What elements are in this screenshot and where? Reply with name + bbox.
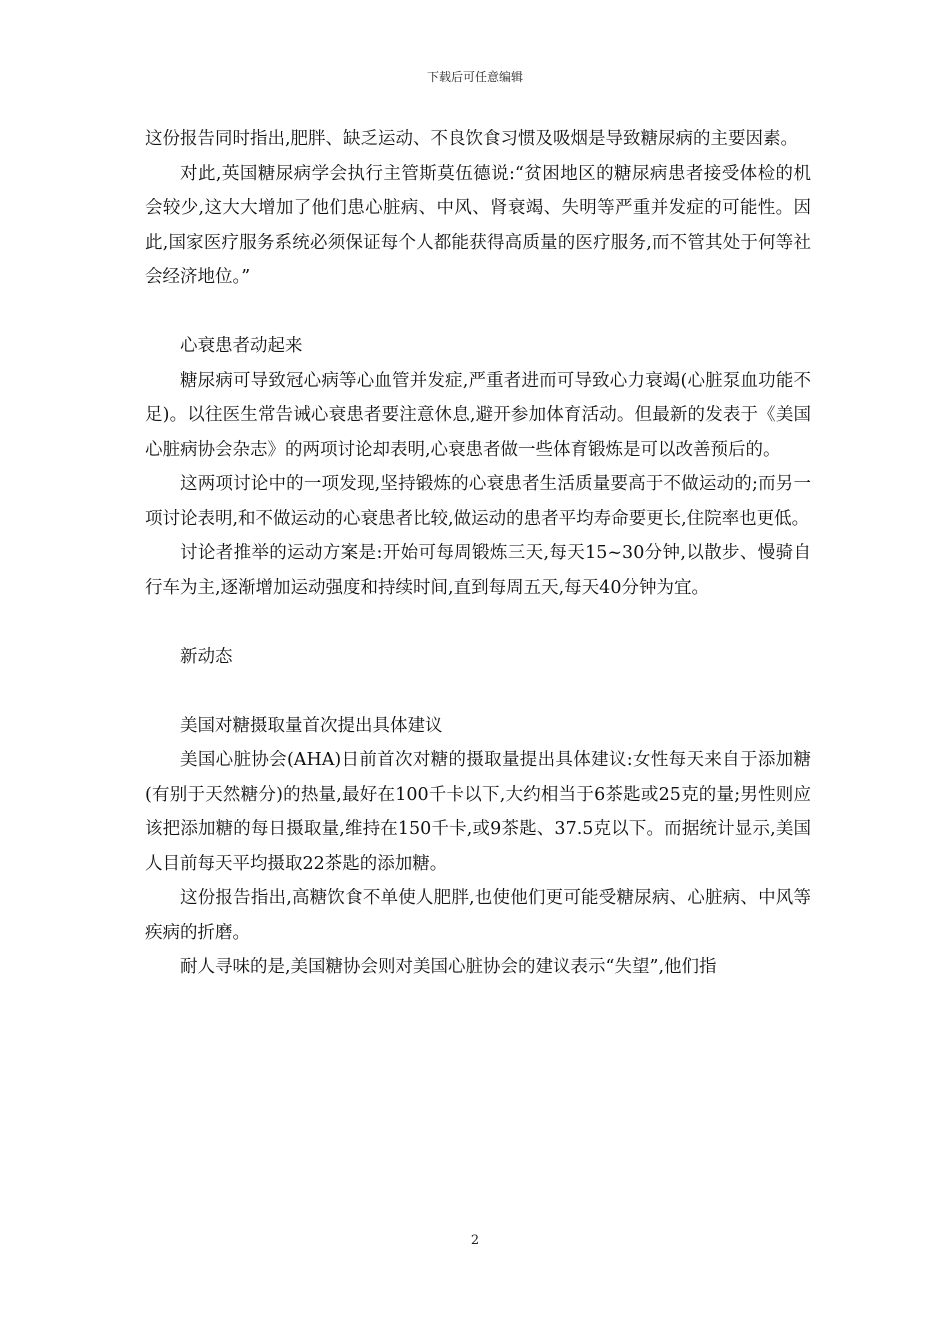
paragraph-sugar-association: 耐人寻味的是,美国糖协会则对美国心脏协会的建议表示“失望”,他们指 bbox=[180, 957, 717, 977]
paragraph-diabetes-factors: 这份报告同时指出,肥胖、缺乏运动、不良饮食习惯及吸烟是导致糖尿病的主要因素。 bbox=[145, 129, 799, 149]
paragraph-smallwood-quote: 对此,英国糖尿病学会执行主管斯莫伍德说:“贫困地区的糖尿病患者接受体检的机会较少,这大大增加了他们患心脏病、中风、肾衰竭、失明等严重并发症的可能性。因此,国家医疗服务系统必须保证每个人都能获得高质量的医疗服务,而不管其处于何等社会经济地位。” bbox=[145, 163, 811, 287]
document-body bbox=[145, 122, 811, 985]
paragraph-exercise-plan: 讨论者推举的运动方案是:开始可每周锻炼三天,每天15~30分钟,以散步、慢骑自行车为主,逐渐增加运动强度和持续时间,直到每周五天,每天40分钟为宜。 bbox=[145, 543, 811, 598]
paragraph-heart-failure-intro: 糖尿病可导致冠心病等心血管并发症,严重者进而可导致心力衰竭(心脏泵血功能不足)。以往医生常告诫心衰患者要注意休息,避开参加体育活动。但最新的发表于《美国心脏病协会杂志》的两项讨论却表明,心衰患者做一些体育锻炼是可以改善预后的。 bbox=[145, 370, 811, 460]
section-heading-sugar-advice: 美国对糖摄取量首次提出具体建议 bbox=[180, 715, 443, 736]
paragraph-gap bbox=[145, 674, 811, 709]
page-header: 下载后可任意编辑 bbox=[426, 70, 523, 84]
paragraph-study-findings: 这两项讨论中的一项发现,坚持锻炼的心衰患者生活质量要高于不做运动的;而另一项讨论表明,和不做运动的心衰患者比较,做运动的患者平均寿命要更长,住院率也更低。 bbox=[145, 474, 811, 529]
paragraph-gap bbox=[145, 295, 811, 330]
paragraph-gap bbox=[145, 605, 811, 640]
paragraph-aha-recommendation: 美国心脏协会(AHA)日前首次对糖的摄取量提出具体建议:女性每天来自于添加糖(有别于天然糖分)的热量,最好在100千卡以下,大约相当于6茶匙或25克的量;男性则应该把添加糖的每日摄取量,维持在150千卡,或9茶匙、37.5克以下。而据统计显示,美国人目前每天平均摄取22茶匙的添加糖。 bbox=[145, 750, 811, 874]
paragraph-high-sugar-effects: 这份报告指出,高糖饮食不单使人肥胖,也使他们更可能受糖尿病、心脏病、中风等疾病的折磨。 bbox=[145, 888, 811, 943]
section-heading-news: 新动态 bbox=[180, 646, 233, 667]
page-number: 2 bbox=[470, 1233, 480, 1248]
section-heading-heart-failure: 心衰患者动起来 bbox=[180, 336, 303, 356]
